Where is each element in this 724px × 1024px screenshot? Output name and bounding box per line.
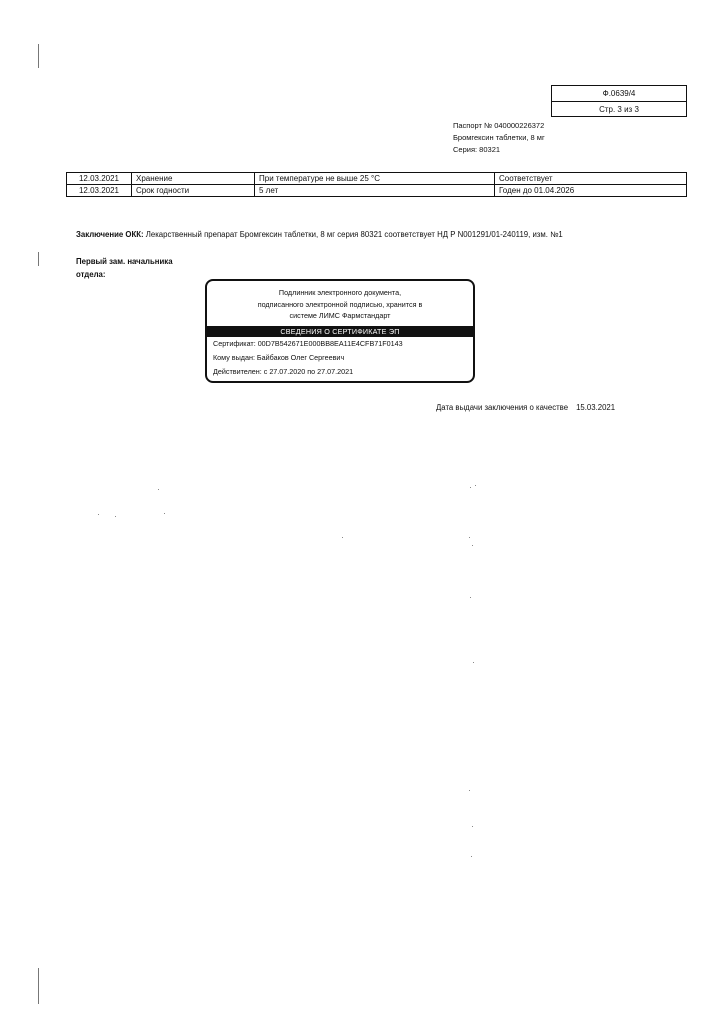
esig-intro-line: системе ЛИМС Фармстандарт bbox=[289, 311, 391, 320]
esig-intro-line: Подлинник электронного документа, bbox=[278, 288, 402, 297]
scan-speck bbox=[158, 489, 159, 490]
conclusion-label: Заключение ОКК: bbox=[76, 230, 144, 239]
test-requirement: При температуре не выше 25 °С bbox=[255, 173, 495, 185]
scan-speck bbox=[164, 513, 165, 514]
esig-cert-header: СВЕДЕНИЯ О СЕРТИФИКАТЕ ЭП bbox=[207, 326, 473, 337]
test-name: Срок годности bbox=[132, 185, 255, 197]
passport-number: Паспорт № 040000226372 bbox=[453, 121, 545, 130]
scan-speck bbox=[472, 545, 473, 546]
scan-speck bbox=[342, 537, 343, 538]
issue-date-value: 15.03.2021 bbox=[576, 403, 616, 412]
scan-speck bbox=[475, 485, 476, 486]
signatory-position: Первый зам. начальника bbox=[76, 257, 173, 266]
scan-edge-mark bbox=[38, 44, 39, 68]
page-number: Стр. 3 из 3 bbox=[552, 101, 686, 117]
product-name: Бромгексин таблетки, 8 мг bbox=[453, 133, 545, 142]
form-code-box bbox=[551, 85, 687, 117]
test-result: Годен до 01.04.2026 bbox=[495, 185, 687, 197]
series-number: Серия: 80321 bbox=[453, 145, 501, 154]
table-row bbox=[67, 173, 687, 185]
esig-issued-to: Кому выдан: Байбаков Олег Сергеевич bbox=[213, 352, 345, 362]
scan-speck bbox=[470, 487, 471, 488]
scan-edge-mark bbox=[38, 968, 39, 1004]
scan-edge-mark bbox=[38, 252, 39, 266]
test-results-table bbox=[66, 172, 687, 197]
test-date: 12.03.2021 bbox=[67, 173, 132, 185]
scan-speck bbox=[98, 514, 99, 515]
scan-speck bbox=[115, 516, 116, 517]
scan-speck bbox=[469, 537, 470, 538]
test-name: Хранение bbox=[132, 173, 255, 185]
issue-date-label: Дата выдачи заключения о качестве bbox=[436, 403, 569, 412]
scan-speck bbox=[471, 856, 472, 857]
scan-speck bbox=[472, 826, 473, 827]
esig-certificate: Сертификат: 00D7B542671E000BB8EA11E4CFB71F0143 bbox=[213, 338, 403, 348]
test-date: 12.03.2021 bbox=[67, 185, 132, 197]
passport-block bbox=[453, 120, 545, 156]
scan-speck bbox=[470, 597, 471, 598]
form-code: Ф.0639/4 bbox=[602, 89, 636, 98]
signatory-title bbox=[76, 256, 173, 281]
esig-intro bbox=[207, 281, 473, 322]
issue-date-line bbox=[436, 403, 615, 412]
scan-speck bbox=[469, 790, 470, 791]
conclusion-text: Лекарственный препарат Бромгексин таблетки, 8 мг серия 80321 соответствует НД Р N001291/01-240119, изм. №1 bbox=[143, 230, 563, 239]
signatory-department: отдела: bbox=[76, 269, 106, 279]
scan-speck bbox=[473, 662, 474, 663]
test-requirement: 5 лет bbox=[255, 185, 495, 197]
test-result: Соответствует bbox=[495, 173, 687, 185]
table-row bbox=[67, 185, 687, 197]
esig-intro-line: подписанного электронной подписью, хранится в bbox=[257, 299, 423, 309]
qc-conclusion bbox=[76, 229, 606, 242]
esig-validity: Действителен: с 27.07.2020 по 27.07.2021 bbox=[213, 366, 354, 376]
electronic-signature-stamp bbox=[205, 279, 475, 383]
